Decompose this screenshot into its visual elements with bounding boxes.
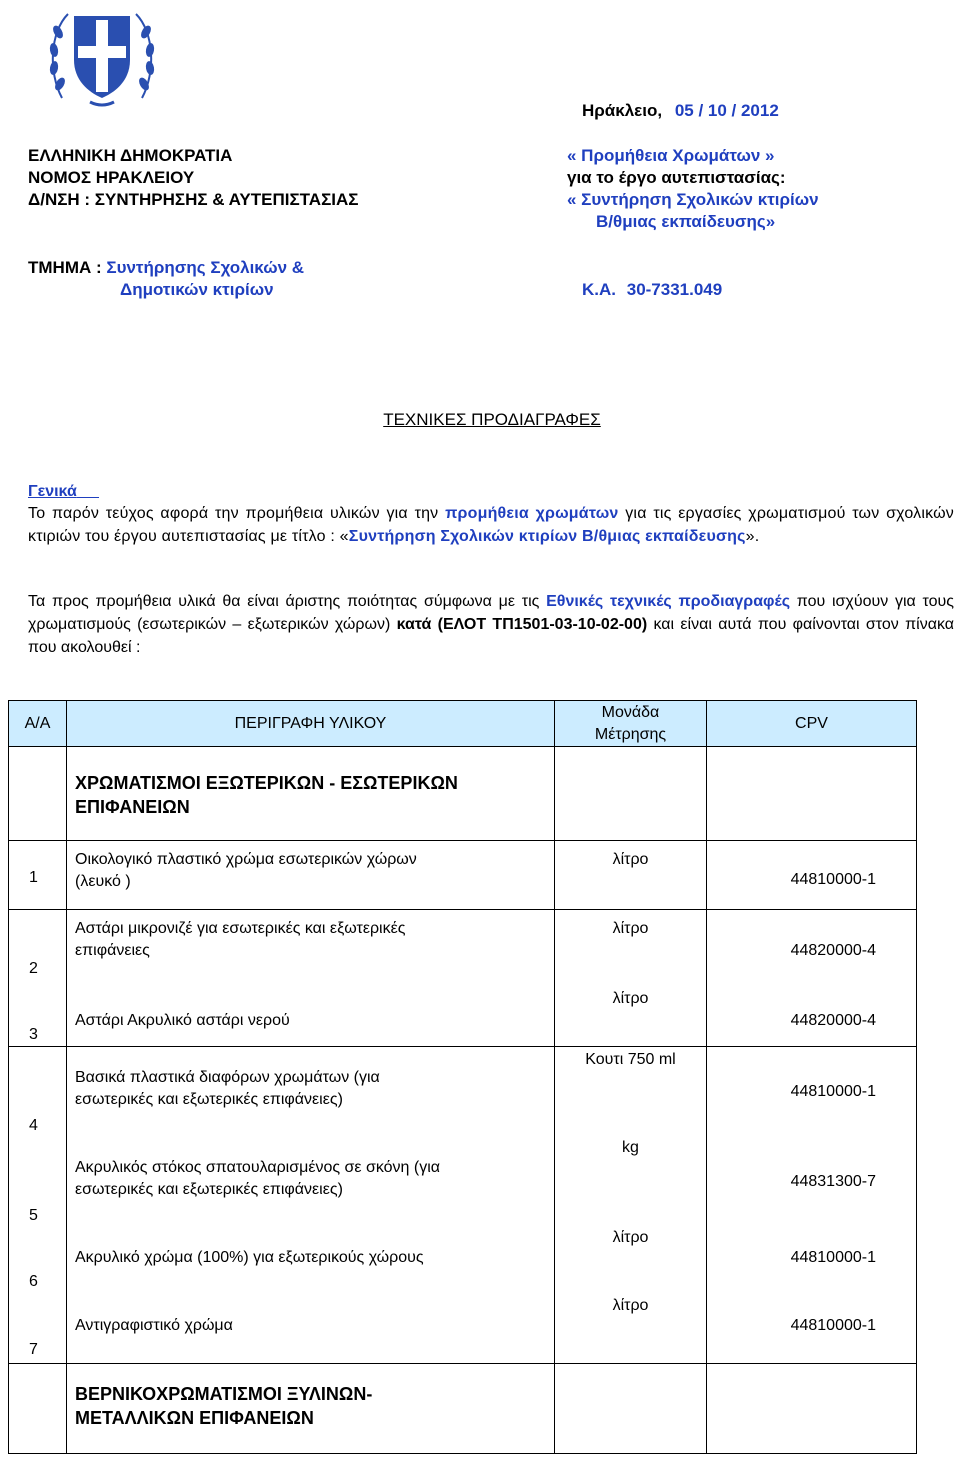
department-label: ΤΜΗΜΑ :	[28, 258, 107, 277]
row-number: 3	[29, 1026, 38, 1043]
row-cpv: 44810000-1	[790, 1317, 876, 1334]
row-description: Ακρυλικό χρώμα (100%) για εξωτερικούς χώρους	[75, 1249, 424, 1266]
table-row: 2 Αστάρι μικρονιζέ για εσωτερικές και εξωτερικές επιφάνειες λίτρο 44820000-4	[9, 910, 917, 979]
general-paragraph-2: Τα προς προμήθεια υλικά θα είναι άριστης ποιότητας σύμφωνα με τις Εθνικές τεχνικές προδιαγραφές που ισχύουν για τους χρωματισμούς (εσωτερικών – εξωτερικών χώρων) κατά (ΕΛΟΤ ΤΠ1501-03-10-02-00) και είναι αυτά που φαίνονται στον πίνακα που ακολουθεί :	[28, 593, 955, 656]
col-header-description: ΠΕΡΙΓΡΑΦΗ ΥΛΙΚΟΥ	[67, 701, 555, 747]
materials-table	[8, 700, 917, 1454]
row-unit: Κουτι 750 ml	[555, 1047, 707, 1138]
row-cpv: 44820000-4	[790, 942, 876, 959]
department-line-1	[28, 257, 304, 279]
department-name-1: Συντήρησης Σχολικών &	[106, 258, 305, 277]
row-cpv: 44810000-1	[790, 1083, 876, 1100]
row-number: 2	[29, 960, 38, 977]
section-row	[9, 747, 917, 841]
row-description: Αστάρι μικρονιζέ για εσωτερικές και εξωτερικές	[75, 920, 406, 937]
row-cpv: 44810000-1	[790, 871, 876, 888]
row-number: 1	[29, 869, 38, 886]
table-row: 5 Ακρυλικός στόκος σπατουλαρισμένος σε σκόνη (για εσωτερικές και εξωτερικές επιφάνειες) kg 44831300-7	[9, 1137, 917, 1227]
col-header-aa: Α/Α	[9, 701, 67, 747]
row-unit: λίτρο	[555, 1227, 707, 1295]
date-label: Ηράκλειο,	[582, 101, 663, 120]
row-cpv: 44831300-7	[790, 1173, 876, 1190]
greek-emblem-icon	[46, 2, 158, 110]
date-value: 05 / 10 / 2012	[674, 101, 779, 120]
subject-line-2: για το έργο αυτεπιστασίας:	[567, 168, 786, 187]
table-row: 4 Βασικά πλαστικά διαφόρων χρωμάτων (για εσωτερικές και εξωτερικές επιφάνειες) Κουτι 750 ml 44810000-1	[9, 1047, 917, 1138]
ka-value: 30-7331.049	[626, 280, 723, 299]
row-unit: λίτρο	[555, 910, 707, 979]
row-description: Αντιγραφιστικό χρώμα	[75, 1317, 233, 1334]
subject-line-1: « Προμήθεια Χρωμάτων »	[567, 146, 775, 165]
row-description: Βασικά πλαστικά διαφόρων χρωμάτων (για	[75, 1069, 380, 1086]
row-unit: kg	[555, 1137, 707, 1227]
table-row	[9, 1295, 917, 1364]
document-title: ΤΕΧΝΙΚΕΣ ΠΡΟΔΙΑΓΡΑΦΕΣ	[383, 410, 601, 429]
org-line-2: ΝΟΜΟΣ ΗΡΑΚΛΕΙΟΥ	[28, 168, 195, 187]
row-description: Οικολογικό πλαστικό χρώμα εσωτερικών χώρων	[75, 851, 417, 868]
col-header-unit: Μονάδα Μέτρησης	[555, 701, 707, 747]
row-number: 6	[29, 1273, 38, 1290]
row-number: 7	[29, 1341, 38, 1358]
department-line-2: Δημοτικών κτιρίων	[120, 280, 274, 299]
row-number: 5	[29, 1207, 38, 1224]
section-row	[9, 1364, 917, 1454]
subject-line-4: Β/θμιας εκπαίδευσης»	[596, 212, 776, 231]
table-row	[9, 1227, 917, 1295]
table-header-row	[9, 701, 917, 747]
row-number: 4	[29, 1117, 38, 1134]
org-line-1: ΕΛΛΗΝΙΚΗ ΔΗΜΟΚΡΑΤΙΑ	[28, 146, 233, 165]
ka-label: Κ.Α.	[582, 280, 616, 299]
general-heading: Γενικά	[28, 483, 77, 500]
subject-line-3: « Συντήρηση Σχολικών κτιρίων	[567, 190, 819, 209]
row-unit: λίτρο	[555, 1295, 707, 1364]
row-description: Ακρυλικός στόκος σπατουλαρισμένος σε σκόνη (για	[75, 1159, 441, 1176]
ka-line	[582, 279, 722, 301]
table-row	[9, 978, 917, 1047]
row-cpv: 44820000-4	[790, 1012, 876, 1029]
row-cpv: 44810000-1	[790, 1249, 876, 1266]
date-line	[582, 100, 779, 122]
row-unit: λίτρο	[555, 978, 707, 1047]
section-heading-2: ΒΕΡΝΙΚΟΧΡΩΜΑΤΙΣΜΟΙ ΞΥΛΙΝΩΝ- ΜΕΤΑΛΛΙΚΩΝ ΕΠΙΦΑΝΕΙΩΝ	[67, 1364, 555, 1454]
row-unit: λίτρο	[555, 841, 707, 910]
col-header-cpv: CPV	[707, 701, 917, 747]
section-heading-1: ΧΡΩΜΑΤΙΣΜΟΙ ΕΞΩΤΕΡΙΚΩΝ - ΕΣΩΤΕΡΙΚΩΝ ΕΠΙΦΑΝΕΙΩΝ	[67, 747, 555, 841]
org-line-3: Δ/ΝΣΗ : ΣΥΝΤΗΡΗΣΗΣ & ΑΥΤΕΠΙΣΤΑΣΙΑΣ	[28, 190, 359, 209]
row-description: Αστάρι Ακρυλικό αστάρι νερού	[75, 1012, 290, 1029]
general-paragraph-1: Το παρόν τεύχος αφορά την προμήθεια υλικών για την προμήθεια χρωμάτων για τις εργασίες χρωματισμού των σχολικών κτιριών του έργου αυτεπιστασίας με τίτλο : «Συντήρηση Σχολικών κτιρίων Β/θμιας εκπαίδευσης».	[28, 505, 954, 545]
table-row: 1 Οικολογικό πλαστικό χρώμα εσωτερικών χώρων (λευκό ) λίτρο 44810000-1	[9, 841, 917, 910]
